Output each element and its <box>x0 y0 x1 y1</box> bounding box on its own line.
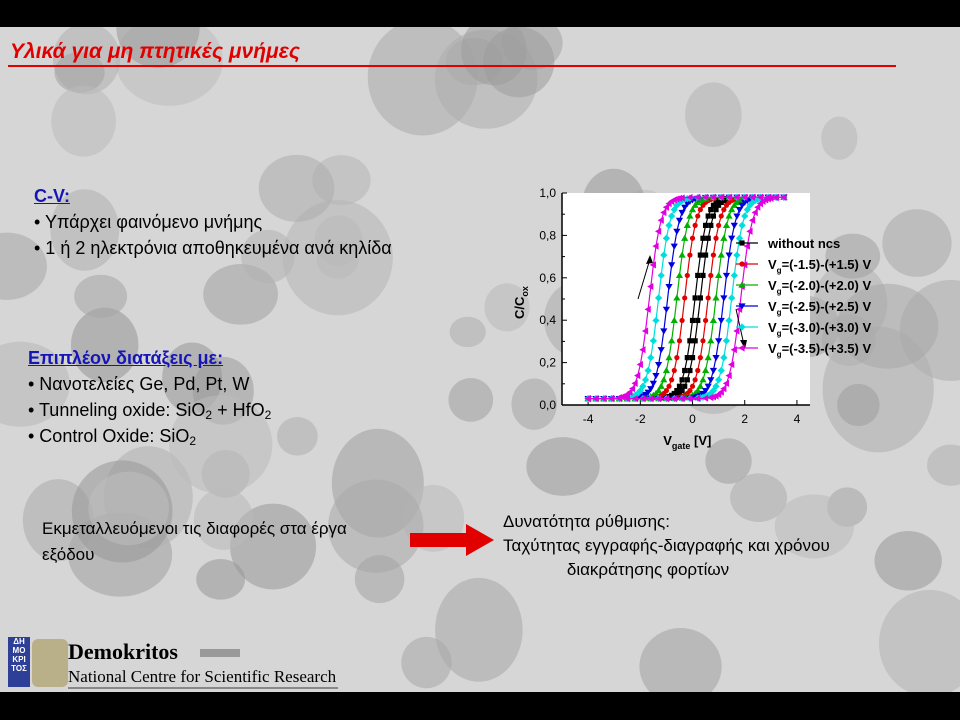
data-point <box>706 295 711 300</box>
background-grain <box>685 82 742 147</box>
data-point <box>679 318 684 323</box>
result-text <box>503 510 943 582</box>
data-point <box>711 213 716 218</box>
data-point <box>739 240 744 245</box>
data-point <box>682 368 687 373</box>
data-point <box>677 384 682 389</box>
title-underline <box>8 65 896 67</box>
subscript: 2 <box>189 434 197 448</box>
legend-label: $V_g=(-2.5)-(+2.5)$ V <box>768 299 872 317</box>
cv-section <box>34 183 392 261</box>
background-grain <box>448 378 493 422</box>
legend-label: without ncs <box>768 236 841 251</box>
data-point <box>690 384 695 389</box>
data-point <box>708 273 713 278</box>
data-point <box>700 236 705 241</box>
data-point <box>685 377 690 382</box>
data-point <box>693 338 698 343</box>
logo-bust-image <box>32 639 68 687</box>
logo-subtitle: National Centre for Scientific Research <box>68 667 337 686</box>
result-line-1: Δυνατότητα ρύθμισης: <box>503 512 670 531</box>
data-point <box>698 295 703 300</box>
tunneling-text: • Tunneling oxide: SiO <box>28 400 206 420</box>
y-tick-label: 0,2 <box>539 355 556 370</box>
data-point <box>693 295 698 300</box>
legend-label: $V_g=(-3.0)-(+3.0)$ V <box>768 320 872 338</box>
legend-label: $V_g=(-1.5)-(+1.5)$ V <box>768 257 872 275</box>
data-point <box>703 252 708 257</box>
y-tick-label: 1,0 <box>539 186 556 200</box>
data-point <box>708 223 713 228</box>
data-point <box>739 261 744 266</box>
data-point <box>706 213 711 218</box>
result-line-3: διακράτησης φορτίων <box>566 560 730 579</box>
data-point <box>690 355 695 360</box>
data-point <box>687 388 692 393</box>
right-arrow-icon <box>408 522 498 558</box>
cv-hysteresis-chart <box>500 149 920 464</box>
background-grain <box>435 578 523 682</box>
demokritos-logo <box>8 637 343 692</box>
data-point <box>687 338 692 343</box>
data-point <box>700 338 705 343</box>
y-tick-label: 0,4 <box>539 313 556 328</box>
control-oxide-text: • Control Oxide: SiO <box>28 426 190 446</box>
devices-heading: Επιπλέον διατάξεις με: <box>28 348 224 368</box>
cv-bullet-1: • Υπάρχει φαινόμενο μνήμης <box>34 212 263 232</box>
data-point <box>687 252 692 257</box>
cv-heading: C-V: <box>34 186 70 206</box>
exploit-text: Εκμεταλλευόμενοι τις διαφορές στα έργα εξόδου <box>42 519 347 564</box>
data-point <box>693 377 698 382</box>
data-point <box>674 355 679 360</box>
background-grain <box>74 275 127 318</box>
tunneling-text-2: + HfO <box>212 400 265 420</box>
data-point <box>713 236 718 241</box>
background-grain <box>277 417 318 456</box>
subscript: 2 <box>205 408 213 422</box>
data-point <box>719 213 724 218</box>
logo-bar <box>200 649 240 657</box>
devices-bullet-2 <box>28 397 271 423</box>
slide <box>0 27 960 692</box>
data-point <box>721 207 726 212</box>
data-point <box>695 273 700 278</box>
data-point <box>690 236 695 241</box>
logo-name: Demokritos <box>68 639 178 664</box>
data-point <box>666 384 671 389</box>
devices-bullet-3 <box>28 423 271 449</box>
data-point <box>672 368 677 373</box>
data-point <box>716 223 721 228</box>
data-point <box>677 338 682 343</box>
data-point <box>711 252 716 257</box>
data-point <box>706 236 711 241</box>
data-point <box>687 368 692 373</box>
x-tick-label: 4 <box>793 412 801 426</box>
background-grain <box>51 85 116 156</box>
y-axis-label: $C/C_{ox}$ <box>512 286 530 319</box>
legend-label: $V_g=(-2.0)-(+2.0)$ V <box>768 278 872 296</box>
data-point <box>695 213 700 218</box>
data-point <box>685 355 690 360</box>
data-point <box>700 273 705 278</box>
result-line-2: Ταχύτητας εγγραφής-διαγραφής και χρόνου <box>503 536 830 555</box>
data-point <box>695 318 700 323</box>
data-point <box>695 368 700 373</box>
y-tick-label: 0,8 <box>539 228 556 243</box>
logo-rule <box>68 687 338 689</box>
x-tick-label: -2 <box>634 412 646 426</box>
x-tick-label: -4 <box>582 412 594 426</box>
y-tick-label: 0,6 <box>539 270 556 285</box>
data-point <box>669 377 674 382</box>
legend-label: $V_g=(-3.5)-(+3.5)$ V <box>768 341 872 359</box>
data-point <box>698 252 703 257</box>
data-point <box>698 355 703 360</box>
y-tick-label: 0,0 <box>539 398 556 412</box>
data-point <box>682 295 687 300</box>
devices-section <box>28 345 271 449</box>
data-point <box>703 318 708 323</box>
background-grain <box>450 317 486 347</box>
subscript: 2 <box>264 408 272 422</box>
data-point <box>703 223 708 228</box>
data-point <box>685 273 690 278</box>
x-axis-label: $V_{gate}$ [V] <box>663 433 712 451</box>
data-point <box>679 377 684 382</box>
logo-badge: ΔΗ ΜΟ ΚΡΙ ΤΟΣ <box>8 637 30 687</box>
data-point <box>682 384 687 389</box>
cv-bullet-2: • 1 ή 2 ηλεκτρόνια αποθηκευμένα ανά κηλίδα <box>34 238 392 258</box>
devices-bullet-1: • Νανοτελείες Ge, Pd, Pt, W <box>28 374 250 394</box>
data-point <box>690 318 695 323</box>
x-tick-label: 2 <box>741 412 749 426</box>
slide-title: Υλικά για μη πτητικές μνήμες <box>10 40 300 63</box>
data-point <box>693 223 698 228</box>
background-grain <box>483 27 554 97</box>
x-tick-label: 0 <box>689 412 696 426</box>
